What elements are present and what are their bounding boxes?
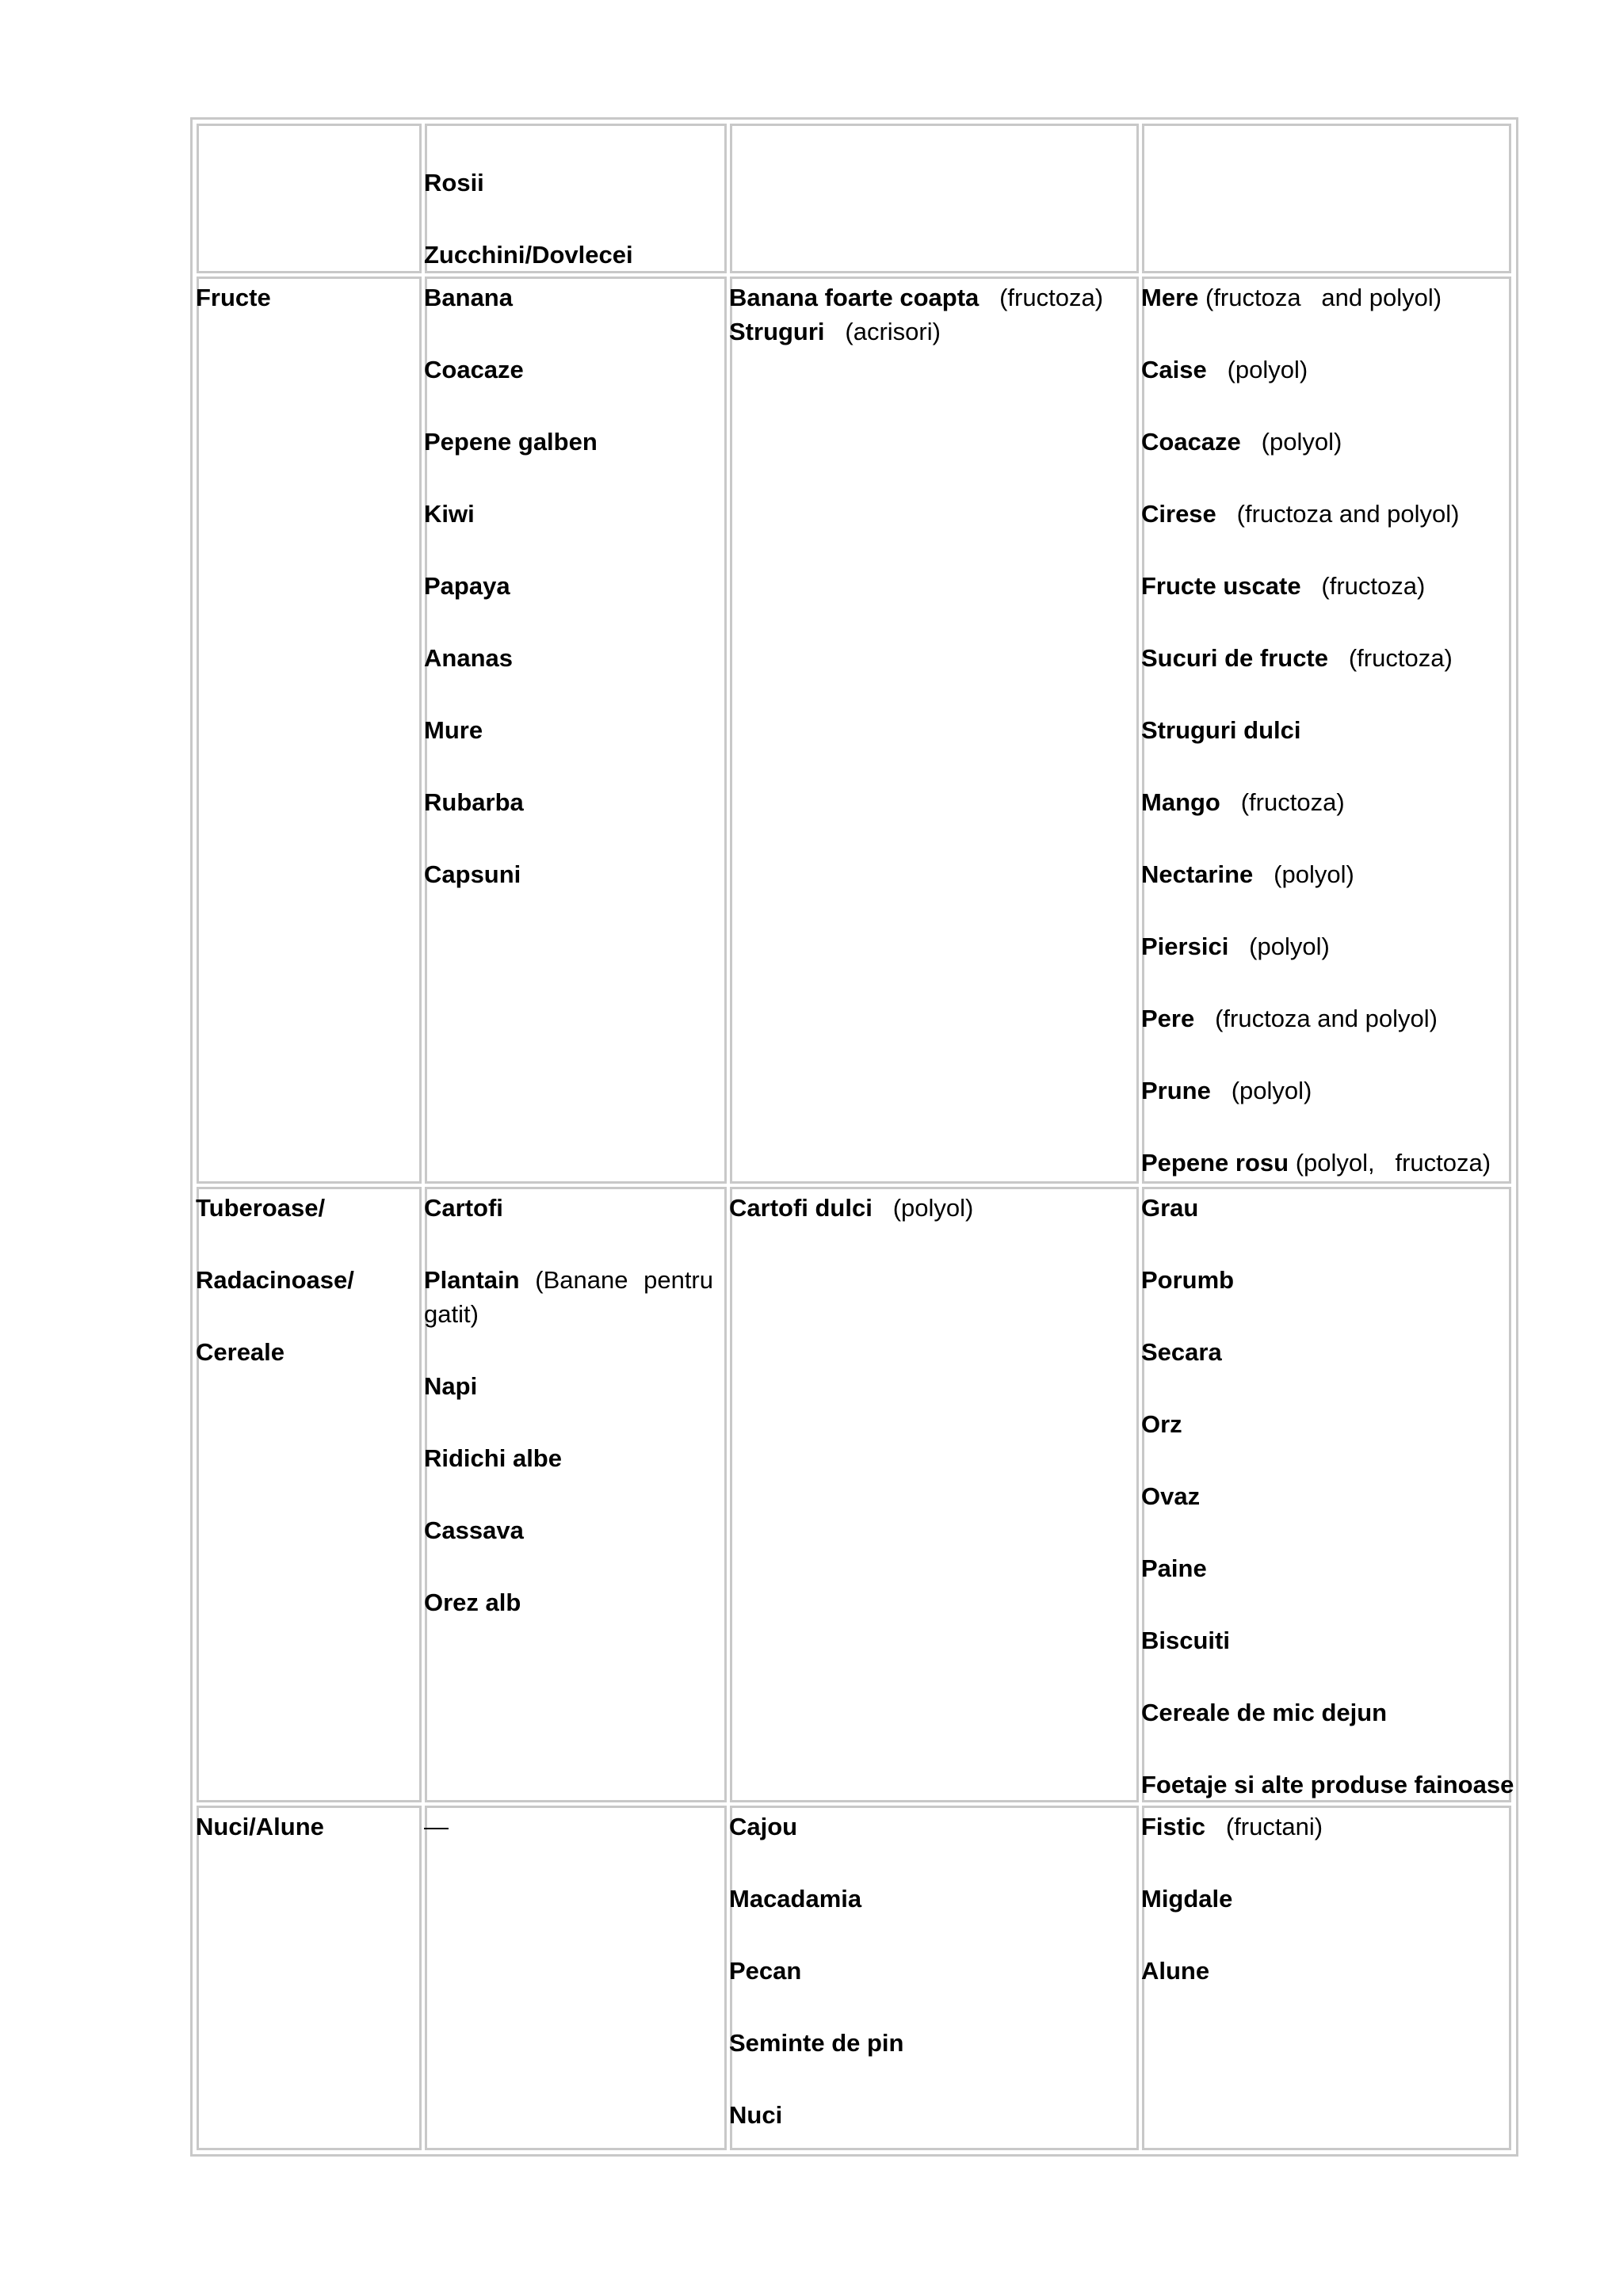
- item-name: Fistic: [1141, 1813, 1205, 1840]
- item-name: Mango: [1141, 788, 1220, 816]
- r3-category: [196, 1810, 324, 1844]
- item-note: (fructoza): [1348, 644, 1453, 672]
- item-note: (polyol): [1261, 428, 1342, 456]
- item-name: Cartofi dulci: [729, 1194, 873, 1222]
- item-name: Prune: [1141, 1077, 1211, 1104]
- item-name: Plantain: [424, 1266, 520, 1294]
- r1-col3-list: [1141, 280, 1491, 1180]
- r2-col2-list: [729, 1191, 973, 1225]
- list-item: Seminte de pin: [729, 2029, 904, 2057]
- list-item: [1141, 425, 1491, 459]
- item-note: (Banane pentru gatit): [424, 1266, 713, 1328]
- list-item: Ridichi albe: [424, 1444, 562, 1472]
- list-item: [1141, 280, 1491, 315]
- cell-r3-col1: [425, 1806, 727, 2150]
- list-item: —: [424, 1813, 449, 1840]
- item-name: Caise: [1141, 356, 1207, 383]
- r1-col1-list: [424, 280, 598, 891]
- list-item: Napi: [424, 1372, 478, 1400]
- list-item: Mure: [424, 716, 483, 744]
- r3-col1-list: [424, 1810, 449, 1844]
- item-name: Struguri dulci: [1141, 716, 1301, 744]
- item-name: Nectarine: [1141, 860, 1254, 888]
- list-item: Cereale de mic dejun: [1141, 1699, 1388, 1726]
- item-note: (fructani): [1225, 1813, 1323, 1840]
- list-item: Rubarba: [424, 788, 524, 816]
- list-item: Migdale: [1141, 1885, 1233, 1913]
- list-item: [1141, 497, 1491, 531]
- list-item: Cartofi: [424, 1194, 503, 1222]
- list-item: Grau: [1141, 1194, 1199, 1222]
- list-item: Capsuni: [424, 860, 521, 888]
- list-item: Macadamia: [729, 1885, 862, 1913]
- r3-col2-list: [729, 1810, 903, 2132]
- list-item: Orez alb: [424, 1589, 521, 1616]
- item-note: (polyol): [892, 1194, 974, 1222]
- list-item: Porumb: [1141, 1266, 1235, 1294]
- list-item: [1141, 641, 1491, 675]
- list-item: [424, 1263, 713, 1331]
- r2-col1-list: [424, 1191, 713, 1619]
- list-item: Cassava: [424, 1516, 524, 1544]
- list-item: Cajou: [729, 1813, 798, 1840]
- cell-r3-category: [197, 1806, 422, 2150]
- cell-r0-category: [197, 124, 422, 273]
- list-item: Pecan: [729, 1957, 802, 1985]
- list-item: Banana: [424, 284, 513, 311]
- r1-col2-list: [729, 280, 1103, 349]
- cell-r2-col2: [730, 1187, 1139, 1802]
- item-note: (polyol, fructoza): [1295, 1149, 1491, 1177]
- list-item: Pepene galben: [424, 428, 598, 456]
- r0-col1-list: [424, 166, 633, 272]
- category-label: Tuberoase/: [196, 1194, 326, 1222]
- list-item: Nuci: [729, 2101, 783, 2129]
- list-item: Coacaze: [424, 356, 524, 383]
- item-name: Cirese: [1141, 500, 1216, 528]
- item-name: Sucuri de fructe: [1141, 644, 1328, 672]
- list-item: [1141, 785, 1491, 819]
- item-name: Mere: [1141, 284, 1199, 311]
- item-note: (polyol): [1227, 356, 1308, 383]
- list-item: Paine: [1141, 1554, 1207, 1582]
- list-item: [1141, 713, 1491, 747]
- cell-r0-col3: [1142, 124, 1511, 273]
- item-note: (fructoza): [999, 284, 1104, 311]
- list-item: [1141, 1074, 1491, 1108]
- category-label: Fructe: [196, 284, 271, 311]
- list-item: Ananas: [424, 644, 513, 672]
- list-item: [1141, 1146, 1491, 1180]
- r3-col3-list: [1141, 1810, 1323, 1988]
- list-item: [729, 315, 1103, 349]
- list-item: [1141, 353, 1491, 387]
- list-item: Ovaz: [1141, 1482, 1201, 1510]
- list-item: [1141, 857, 1491, 891]
- list-item: Alune: [1141, 1957, 1210, 1985]
- item-note: (fructoza and polyol): [1205, 284, 1442, 311]
- item-note: (fructoza): [1240, 788, 1345, 816]
- list-item: Papaya: [424, 572, 510, 600]
- item-name: Pepene rosu: [1141, 1149, 1289, 1177]
- item-note: (fructoza): [1321, 572, 1426, 600]
- list-item: [729, 280, 1103, 315]
- item-note: (fructoza and polyol): [1215, 1005, 1438, 1032]
- item-name: Struguri: [729, 318, 825, 345]
- category-label: Cereale: [196, 1338, 285, 1366]
- list-item: [1141, 1001, 1491, 1035]
- item-name: Piersici: [1141, 933, 1229, 960]
- cell-r1-col2: [730, 277, 1139, 1184]
- category-label: Nuci/Alune: [196, 1813, 324, 1840]
- r1-category: [196, 280, 271, 315]
- list-item: Kiwi: [424, 500, 475, 528]
- item-name: Pere: [1141, 1005, 1195, 1032]
- r2-category: [196, 1191, 354, 1369]
- category-label: Radacinoase/: [196, 1266, 354, 1294]
- list-item: Foetaje si alte produse fainoase: [1141, 1771, 1514, 1798]
- list-item: Orz: [1141, 1410, 1182, 1438]
- list-item: [1141, 929, 1491, 963]
- item-note: (polyol): [1231, 1077, 1312, 1104]
- cell-r0-col2: [730, 124, 1139, 273]
- list-item: [1141, 1810, 1323, 1844]
- list-item: [729, 1191, 973, 1225]
- list-item: Biscuiti: [1141, 1627, 1230, 1654]
- item-note: (polyol): [1249, 933, 1330, 960]
- r2-col3-list: [1141, 1191, 1514, 1802]
- list-item: Rosii: [424, 169, 484, 196]
- item-name: Coacaze: [1141, 428, 1241, 456]
- item-note: (acrisori): [845, 318, 941, 345]
- cell-r1-category: [197, 277, 422, 1184]
- item-note: (polyol): [1274, 860, 1354, 888]
- item-name: Fructe uscate: [1141, 572, 1301, 600]
- list-item: Secara: [1141, 1338, 1222, 1366]
- list-item: [1141, 569, 1491, 603]
- list-item: Zucchini/Dovlecei: [424, 241, 633, 269]
- item-note: (fructoza and polyol): [1236, 500, 1460, 528]
- item-name: Banana foarte coapta: [729, 284, 980, 311]
